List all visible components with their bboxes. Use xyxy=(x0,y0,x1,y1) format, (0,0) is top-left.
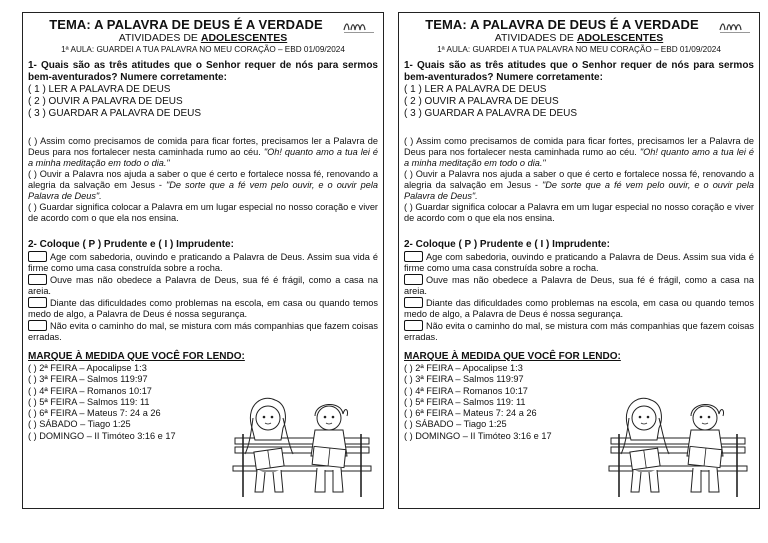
worksheet-header xyxy=(404,17,754,55)
worksheet-title: TEMA: A PALAVRA DE DEUS É A VERDADE xyxy=(49,17,323,32)
q1-statement xyxy=(28,202,378,224)
q2-item-text: Diante das dificuldades como problemas na escola, em casa ou quando temos medo de algo, a Palavra de Deus é nossa segurança. xyxy=(28,298,378,319)
answer-box[interactable] xyxy=(28,297,47,308)
q1-statement xyxy=(404,169,754,202)
q2-item xyxy=(28,274,378,297)
reading-item: ( ) 4ª FEIRA – Romanos 10:17 xyxy=(28,385,152,396)
statement-quote: "Oh! quanto amo a tua lei é a minha meditação em todo o dia." xyxy=(28,147,379,168)
q1-option: ( 1 ) LER A PALAVRA DE DEUS xyxy=(28,84,171,95)
q1-option: ( 1 ) LER A PALAVRA DE DEUS xyxy=(404,84,547,95)
statement-text: ( ) Guardar significa colocar a Palavra em um lugar especial no nosso coração e viver de acordo com o que ela nos ensina. xyxy=(404,202,754,223)
q2-item-text: Ouve mas não obedece a Palavra de Deus, sua fé é frágil, como a casa na areia. xyxy=(28,275,378,296)
q1-option: ( 2 ) OUVIR A PALAVRA DE DEUS xyxy=(404,96,559,107)
q2-item-text: Não evita o caminho do mal, se mistura com más companhias que fazem coisas erradas. xyxy=(404,321,754,342)
q2-item xyxy=(404,297,754,320)
statement-text: ( ) Ouvir a Palavra nos ajuda a saber o que é certo e fortalece nossa fé, renovando a alegria da salvação em Jesus - xyxy=(404,169,754,190)
reading-item: ( ) SÁBADO – Tiago 1:25 xyxy=(404,419,507,430)
question-2: 2- Coloque ( P ) Prudente e ( I ) Imprudente: xyxy=(404,239,610,250)
reading-item: ( ) DOMINGO – II Timóteo 3:16 e 17 xyxy=(404,430,552,441)
q2-item-text: Não evita o caminho do mal, se mistura com más companhias que fazem coisas erradas. xyxy=(28,321,378,342)
reading-item: ( ) 2ª FEIRA – Apocalipse 1:3 xyxy=(404,363,523,373)
lesson-line: 1ª AULA: GUARDEI A TUA PALAVRA NO MEU CORAÇÃO – EBD 01/09/2024 xyxy=(61,45,345,54)
subtitle-audience: ADOLESCENTES xyxy=(576,32,664,44)
worksheet-header xyxy=(28,17,378,55)
worksheet-title: TEMA: A PALAVRA DE DEUS É A VERDADE xyxy=(425,17,699,32)
statement-text: ( ) Assim como precisamos de comida para ficar fortes, precisamos ler a Palavra de Deus para nos fortalecer nesta caminhada rumo ao céu. xyxy=(28,136,378,157)
statement-text: ( ) Ouvir a Palavra nos ajuda a saber o que é certo e fortalece nossa fé, renovando a alegria da salvação em Jesus - xyxy=(28,169,378,190)
kids-reading-bible-illustration xyxy=(605,394,751,498)
answer-box[interactable] xyxy=(404,320,423,331)
reading-item: ( ) 2ª FEIRA – Apocalipse 1:3 xyxy=(28,363,147,373)
statement-quote: "Oh! quanto amo a tua lei é a minha meditação em todo o dia." xyxy=(404,147,755,168)
q2-item xyxy=(28,320,378,343)
ministry-logo-icon xyxy=(342,18,376,36)
reading-item: ( ) 6ª FEIRA – Mateus 7: 24 a 26 xyxy=(404,408,537,419)
answer-box[interactable] xyxy=(404,251,423,262)
lesson-line: 1ª AULA: GUARDEI A TUA PALAVRA NO MEU CORAÇÃO – EBD 01/09/2024 xyxy=(437,45,721,54)
reading-item: ( ) 3ª FEIRA – Salmos 119:97 xyxy=(28,374,148,385)
answer-box[interactable] xyxy=(28,251,47,262)
q1-option: ( 2 ) OUVIR A PALAVRA DE DEUS xyxy=(28,96,183,107)
reading-heading: MARQUE À MEDIDA QUE VOCÊ FOR LENDO: xyxy=(28,351,245,362)
answer-box[interactable] xyxy=(404,274,423,285)
statement-quote: "De sorte que a fé vem pelo ouvir, e o ouvir pela Palavra de Deus". xyxy=(404,180,754,201)
worksheet-left xyxy=(22,12,384,509)
subtitle-audience: ADOLESCENTES xyxy=(200,32,288,44)
reading-item: ( ) 5ª FEIRA – Salmos 119: 11 xyxy=(404,396,526,407)
q1-statement xyxy=(404,202,754,224)
reading-item: ( ) DOMINGO – II Timóteo 3:16 e 17 xyxy=(28,430,176,441)
question-1: 1- Quais são as três atitudes que o Senhor requer de nós para sermos bem-aventurados? Numere corretamente: xyxy=(404,60,754,83)
reading-item: ( ) 3ª FEIRA – Salmos 119:97 xyxy=(404,374,524,385)
subtitle-prefix: ATIVIDADES DE xyxy=(118,32,201,44)
subtitle-prefix: ATIVIDADES DE xyxy=(494,32,577,44)
reading-item: ( ) 5ª FEIRA – Salmos 119: 11 xyxy=(28,396,150,407)
question-2: 2- Coloque ( P ) Prudente e ( I ) Imprudente: xyxy=(28,239,234,250)
answer-box[interactable] xyxy=(404,297,423,308)
worksheet-right xyxy=(398,12,760,509)
q1-statement xyxy=(28,169,378,202)
q2-item-text: Diante das dificuldades como problemas na escola, em casa ou quando temos medo de algo, a Palavra de Deus é nossa segurança. xyxy=(404,298,754,319)
q1-option: ( 3 ) GUARDAR A PALAVRA DE DEUS xyxy=(28,108,202,119)
reading-heading: MARQUE À MEDIDA QUE VOCÊ FOR LENDO: xyxy=(404,351,621,362)
answer-box[interactable] xyxy=(28,274,47,285)
reading-item: ( ) SÁBADO – Tiago 1:25 xyxy=(28,419,131,430)
reading-item: ( ) 6ª FEIRA – Mateus 7: 24 a 26 xyxy=(28,408,161,419)
q2-item xyxy=(404,251,754,274)
q2-item-text: Age com sabedoria, ouvindo e praticando a Palavra de Deus. Assim sua vida é firme como uma casa construída sobre a rocha. xyxy=(28,252,378,273)
statement-text: ( ) Guardar significa colocar a Palavra em um lugar especial no nosso coração e viver de acordo com o que ela nos ensina. xyxy=(28,202,378,223)
q2-item xyxy=(404,274,754,297)
q1-statement xyxy=(28,136,378,169)
q2-item xyxy=(28,297,378,320)
worksheet-subtitle xyxy=(404,32,754,44)
q2-item xyxy=(28,251,378,274)
kids-reading-bible-illustration xyxy=(229,394,375,498)
q2-item xyxy=(404,320,754,343)
worksheet-subtitle xyxy=(28,32,378,44)
q1-option: ( 3 ) GUARDAR A PALAVRA DE DEUS xyxy=(404,108,578,119)
ministry-logo-icon xyxy=(718,18,752,36)
q2-item-text: Ouve mas não obedece a Palavra de Deus, sua fé é frágil, como a casa na areia. xyxy=(404,275,754,296)
question-1: 1- Quais são as três atitudes que o Senhor requer de nós para sermos bem-aventurados? Numere corretamente: xyxy=(28,60,378,83)
q2-item-text: Age com sabedoria, ouvindo e praticando a Palavra de Deus. Assim sua vida é firme como uma casa construída sobre a rocha. xyxy=(404,252,754,273)
q1-statement xyxy=(404,136,754,169)
reading-item: ( ) 4ª FEIRA – Romanos 10:17 xyxy=(404,385,528,396)
statement-text: ( ) Assim como precisamos de comida para ficar fortes, precisamos ler a Palavra de Deus para nos fortalecer nesta caminhada rumo ao céu. xyxy=(404,136,754,157)
statement-quote: "De sorte que a fé vem pelo ouvir, e o ouvir pela Palavra de Deus". xyxy=(28,180,378,201)
answer-box[interactable] xyxy=(28,320,47,331)
